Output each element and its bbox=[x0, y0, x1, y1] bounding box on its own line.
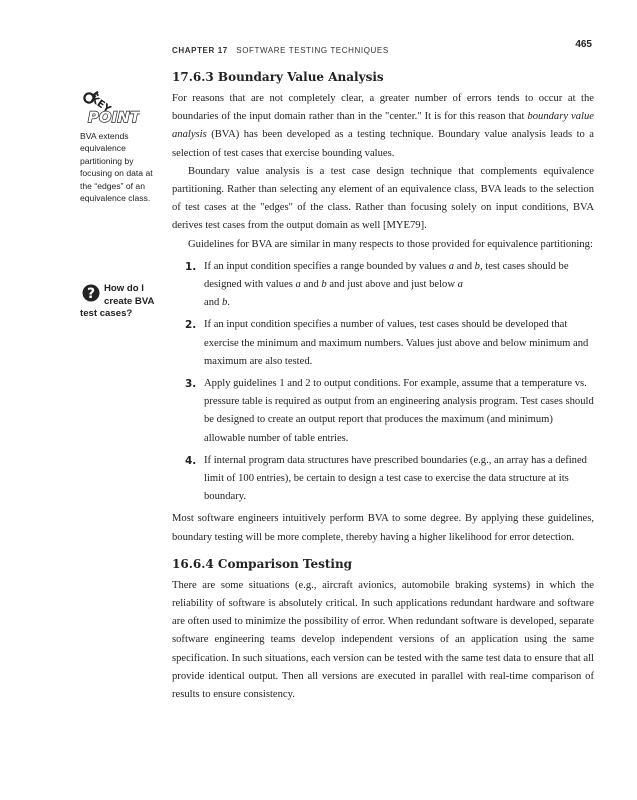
key-point-word-key: KEY bbox=[88, 93, 113, 116]
key-point-icon bbox=[80, 88, 140, 126]
paragraph-bva-guidelines: Guidelines for BVA are similar in many respects to those provided for equivalence partitioning: bbox=[188, 238, 593, 250]
paragraph-bva-summary: Most software engineers intuitively perform BVA to some degree. By applying these guidelines, boundary testing will be more complete, thereby having a higher likelihood for error detection. bbox=[172, 513, 594, 543]
paragraph-bva-technique: Boundary value analysis is a test case design technique that complements equivalence partitioning. Rather than selecting any element of an equivalence class, BVA leads to the selection of test cases at the "edges" of the class. Rather than focusing solely on input conditions, BVA derives test cases from the output domain as well [MYE79]. bbox=[172, 165, 594, 232]
list-item: 3. Apply guidelines 1 and 2 to output conditions. For example, assume that a temperature vs. pressure table is required as output from an engineering analysis program. Test cases should be designed to create an output report that produces the maximum (and minimum) allowable number of table entries. bbox=[185, 378, 594, 444]
chapter-title: SOFTWARE TESTING TECHNIQUES bbox=[236, 46, 389, 55]
question-line-1: How do I bbox=[104, 283, 144, 294]
guidelines-list bbox=[172, 258, 594, 507]
running-header bbox=[172, 40, 592, 54]
question-line-2: create BVA bbox=[104, 295, 155, 307]
chapter-header bbox=[172, 46, 389, 55]
chapter-label: CHAPTER 17 bbox=[172, 46, 228, 55]
main-text-column bbox=[172, 68, 594, 704]
svg-text:?: ? bbox=[86, 286, 96, 302]
key-point-note: BVA extends equivalence partitioning by focusing on data at the “edges” of an equivalence class. bbox=[80, 131, 153, 204]
key-point-word-point: POINT bbox=[88, 110, 140, 126]
list-item: 2. If an input condition specifies a number of values, test cases should be developed that exercise the minimum and maximum numbers. Values just above and below minimum and maximum are also tested. bbox=[185, 319, 589, 367]
section-heading-bva: 17.6.3 Boundary Value Analysis bbox=[172, 70, 384, 84]
margin-question bbox=[80, 283, 160, 321]
paragraph-bva-intro: For reasons that are not completely clear, a greater number of errors tends to occur at the boundaries of the input domain rather than in the "center." It is for this reason that boundary value analysis (BVA) has been developed as a testing technique. Boundary value analysis leads to a selection of test cases that exercise bounding values. bbox=[172, 93, 594, 159]
section-heading-comparison: 16.6.4 Comparison Testing bbox=[172, 556, 353, 571]
question-line-3: test cases? bbox=[80, 308, 133, 319]
paragraph-comparison: There are some situations (e.g., aircraft avionics, automobile braking systems) in which the reliability of software is absolutely critical. In such applications redundant hardware and software are often used to minimize the possibility of error. When redundant software is developed, separate software engineering teams develop independent versions of an application using the same specification. In such situations, each version can be tested with the same test data to ensure that all provide identical output. Then all versions are executed in parallel with real-time comparison of results to ensure consistency. bbox=[172, 579, 594, 701]
page-number: 465 bbox=[575, 39, 592, 50]
list-item: 4. If internal program data structures have prescribed boundaries (e.g., an array has a defined limit of 100 entries), be certain to design a test case to exercise the data structure at its boundary. bbox=[185, 454, 587, 503]
list-item: 1. If an input condition specifies a range bounded by values a and b, test cases should be designed with values a and b and just above and just below a and b. bbox=[185, 260, 569, 309]
